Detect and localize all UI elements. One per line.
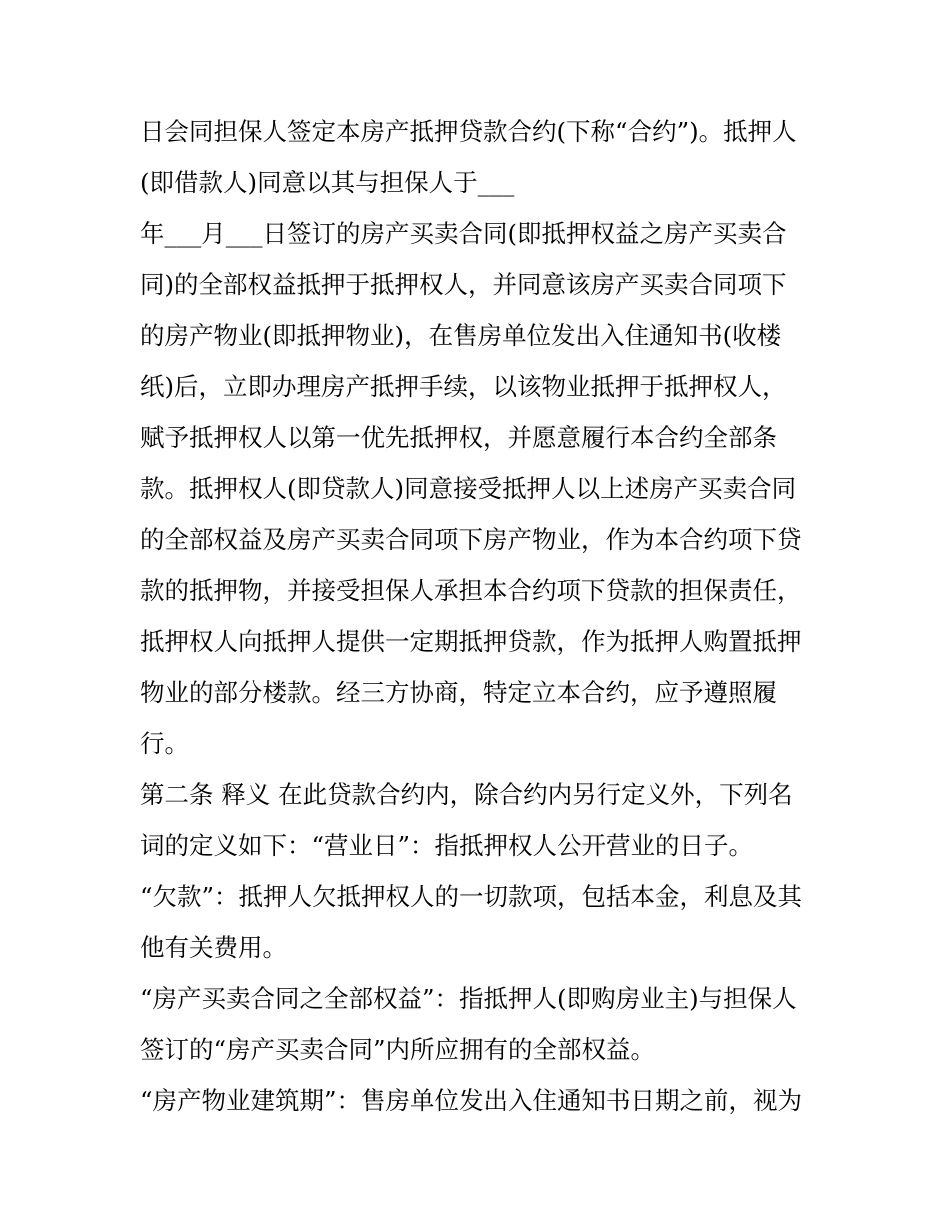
text-line: 他有关费用。 — [140, 933, 287, 962]
text-line: 物业的部分楼款。经三方协商，特定立本合约，应予遵照履 — [140, 678, 777, 707]
definition-line: “房产买卖合同之全部权益”：指抵押人(即购房业主)与担保人 — [140, 984, 797, 1013]
text-line: 抵押权人向抵押人提供一定期抵押贷款，作为抵押人购置抵押 — [140, 627, 802, 656]
text-line: 赋予抵押权人以第一优先抵押权，并愿意履行本合约全部条 — [140, 423, 777, 452]
text-line: 同)的全部权益抵押于抵押权人，并同意该房产买卖合同项下 — [140, 270, 787, 299]
text-line: 年___月___日签订的房产买卖合同(即抵押权益之房产买卖合 — [140, 219, 787, 248]
text-line: 签订的“房产买卖合同”内所应拥有的全部权益。 — [140, 1035, 656, 1064]
text-line: 的全部权益及房产买卖合同项下房产物业，作为本合约项下贷 — [140, 525, 802, 554]
text-line: 款的抵押物，并接受担保人承担本合约项下贷款的担保责任， — [140, 576, 802, 605]
definition-line: “房产物业建筑期”：售房单位发出入住通知书日期之前，视为 — [140, 1086, 803, 1115]
text-line: (即借款人)同意以其与担保人于___ — [140, 168, 515, 197]
text-line: 的房产物业(即抵押物业)，在售房单位发出入住通知书(收楼 — [140, 321, 782, 350]
text-line: 行。 — [140, 729, 189, 758]
text-line: 日会同担保人签定本房产抵押贷款合约(下称“合约”)。抵押人 — [140, 117, 797, 146]
text-line: 纸)后，立即办理房产抵押手续，以该物业抵押于抵押权人， — [140, 372, 787, 401]
document-body — [140, 106, 830, 1126]
definition-line: “欠款”：抵押人欠抵押权人的一切款项，包括本金，利息及其 — [140, 882, 803, 911]
article-heading-line: 第二条 释义 在此贷款合约内，除合约内另行定义外，下列名 — [140, 780, 793, 809]
text-line: 款。抵押权人(即贷款人)同意接受抵押人以上述房产买卖合同 — [140, 474, 797, 503]
text-line: 词的定义如下：“营业日”：指抵押权人公开营业的日子。 — [140, 831, 754, 860]
